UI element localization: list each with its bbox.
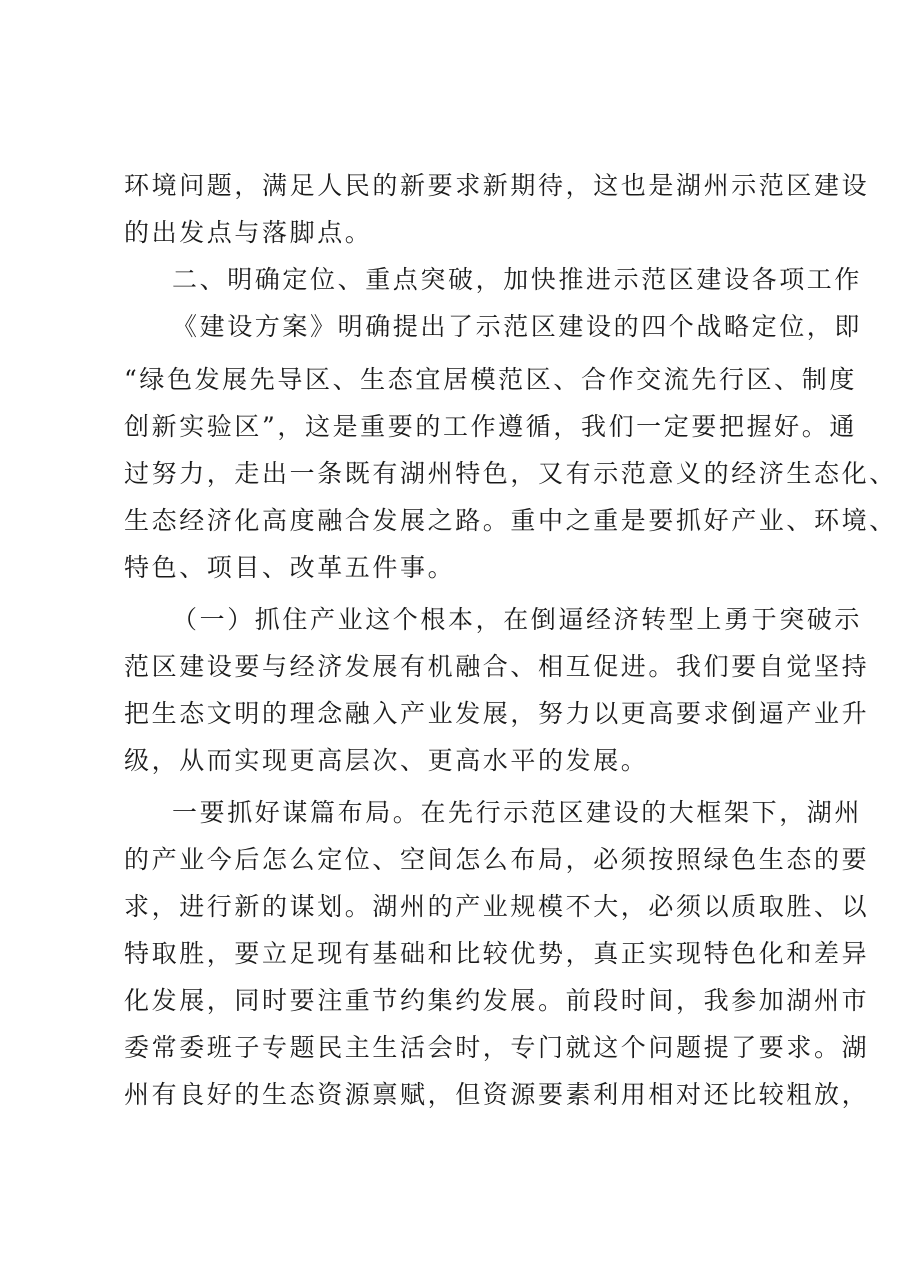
text-line: 《建设方案》明确提出了示范区建设的四个战略定位，即 [172,312,863,341]
text-line: 化发展，同时要注重节约集约发展。前段时间，我参加湖州市 [124,986,870,1015]
text-line: 环境问题，满足人民的新要求新期待，这也是湖州示范区建设 [124,171,870,200]
text-line: 特取胜，要立足现有基础和比较优势，真正实现特色化和差异 [124,939,870,968]
text-line: 特色、项目、改革五件事。 [124,553,456,582]
text-line: 范区建设要与经济发展有机融合、相互促进。我们要自觉坚持 [124,652,870,681]
text-line: 州有良好的生态资源禀赋，但资源要素利用相对还比较粗放， [124,1080,870,1109]
section-heading: 二、明确定位、重点突破，加快推进示范区建设各项工作 [172,265,863,294]
text-line: 把生态文明的理念融入产业发展，努力以更高要求倒逼产业升 [124,699,870,728]
text-line: 生态经济化高度融合发展之路。重中之重是要抓好产业、环境、 [124,506,897,535]
text-line: 委常委班子专题民主生活会时，专门就这个问题提了要求。湖 [124,1033,870,1062]
text-line: 一要抓好谋篇布局。在先行示范区建设的大框架下，湖州 [172,798,863,827]
text-line: 的出发点与落脚点。 [124,218,373,247]
text-line: 的产业今后怎么定位、空间怎么布局，必须按照绿色生态的要 [124,845,870,874]
text-line: 级，从而实现更高层次、更高水平的发展。 [124,746,649,775]
text-line: 创新实验区”，这是重要的工作遵循，我们一定要把握好。通 [124,412,857,441]
text-line: 过努力，走出一条既有湖州特色，又有示范意义的经济生态化、 [124,459,897,488]
text-line: 求，进行新的谋划。湖州的产业规模不大，必须以质取胜、以 [124,892,870,921]
text-line: “绿色发展先导区、生态宜居模范区、合作交流先行区、制度 [124,365,857,394]
subsection-heading: （一）抓住产业这个根本，在倒逼经济转型上勇于突破示 [172,605,863,634]
